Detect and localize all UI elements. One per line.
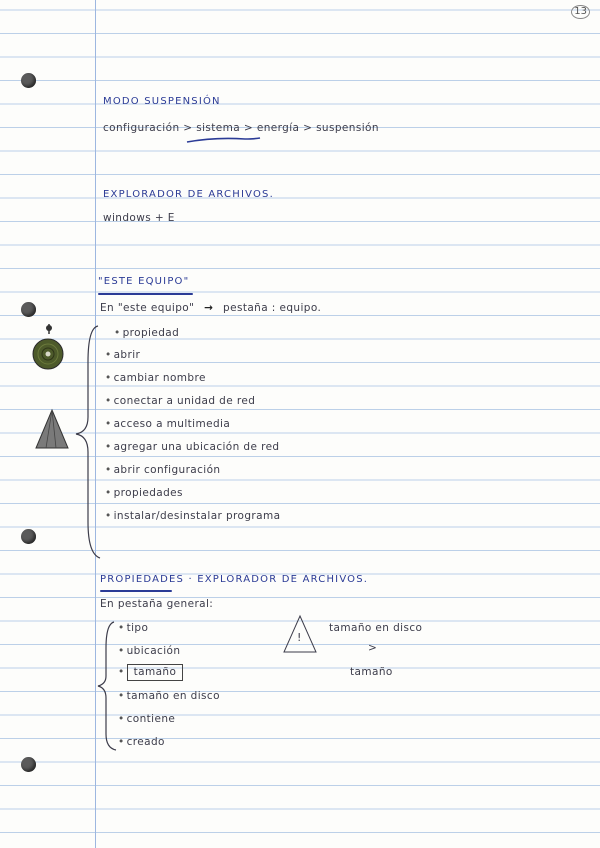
list-item: • creado <box>118 736 165 748</box>
boxed-item: tamaño <box>127 664 184 681</box>
list-item: • propiedad <box>114 327 180 339</box>
list-item: • tamaño <box>118 666 183 678</box>
path-step: sistema <box>196 122 241 134</box>
binder-hole <box>21 73 36 88</box>
heading-underline <box>100 590 172 592</box>
path-separator: > <box>243 122 254 134</box>
propiedades-intro: En pestaña general: <box>100 598 214 610</box>
list-item: • cambiar nombre <box>105 372 206 384</box>
modo-path <box>103 122 379 134</box>
list-item: • propiedades <box>105 487 183 499</box>
greater-than-symbol: > <box>368 642 378 654</box>
intro-suffix: pestaña : equipo. <box>223 302 322 314</box>
list-item: • abrir configuración <box>105 464 221 476</box>
path-step: configuración <box>103 122 180 134</box>
sistema-underline <box>185 135 265 145</box>
path-step: energía <box>256 122 300 134</box>
list-item: • conectar a unidad de red <box>105 395 256 407</box>
binder-hole <box>21 302 36 317</box>
equipo-intro <box>100 302 321 314</box>
list-item: • contiene <box>118 713 176 725</box>
path-step: suspensión <box>316 122 379 134</box>
list-item: • instalar/desinstalar programa <box>105 510 281 522</box>
size-note-bottom: tamaño <box>350 666 393 678</box>
propiedades-heading: PROPIEDADES · EXPLORADOR DE ARCHIVOS. <box>100 574 369 585</box>
heading-underline <box>98 293 193 295</box>
path-separator: > <box>183 122 193 134</box>
disc-icon <box>28 322 68 370</box>
list-item: • tamaño en disco <box>118 690 220 702</box>
path-separator: > <box>303 122 313 134</box>
este-equipo-heading: "ESTE EQUIPO" <box>98 276 190 287</box>
list-item: • ubicación <box>118 645 181 657</box>
modo-suspension-heading: MODO SUSPENSIÓN <box>103 96 221 107</box>
explorador-shortcut: windows + E <box>103 212 175 224</box>
binder-hole <box>21 757 36 772</box>
list-item: • tipo <box>118 622 149 634</box>
arrow-icon: → <box>204 302 214 314</box>
curly-brace <box>74 322 104 562</box>
binder-hole <box>21 529 36 544</box>
list-item: • agregar una ubicación de red <box>105 441 280 453</box>
triangle-icon <box>34 408 74 452</box>
list-item: • acceso a multimedia <box>105 418 231 430</box>
warning-mark: ! <box>297 631 302 644</box>
explorador-heading: EXPLORADOR DE ARCHIVOS. <box>103 189 274 200</box>
intro-prefix: En "este equipo" <box>100 302 195 314</box>
size-note-top: tamaño en disco <box>329 622 423 634</box>
page-number: 13 <box>571 5 590 19</box>
list-item: • abrir <box>105 349 141 361</box>
